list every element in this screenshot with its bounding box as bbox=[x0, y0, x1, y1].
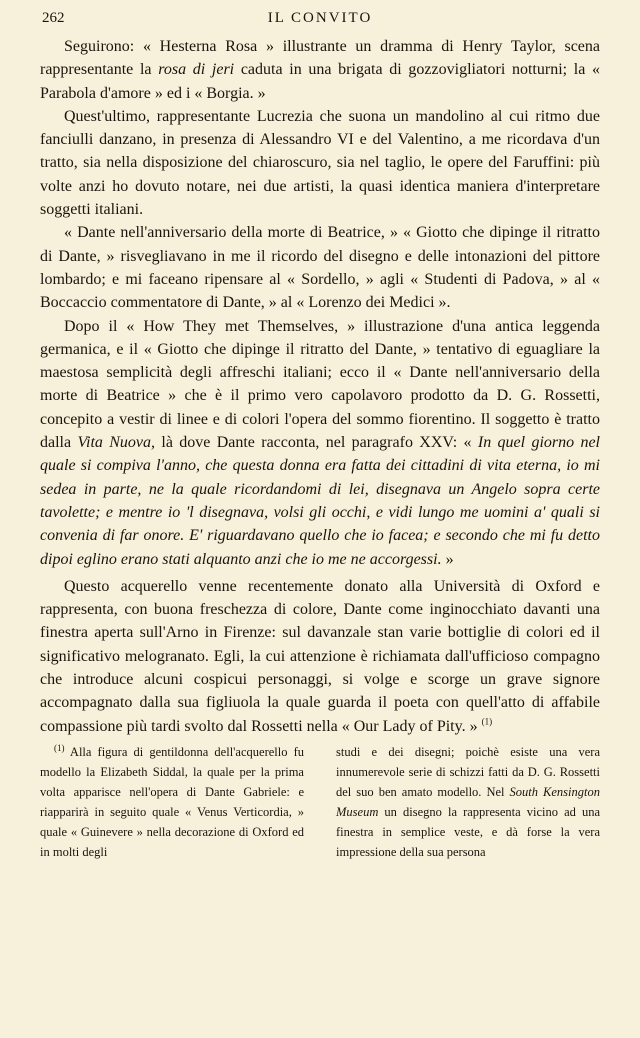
footnotes bbox=[40, 742, 600, 862]
running-title: IL CONVITO bbox=[267, 10, 373, 26]
paragraph-text: » bbox=[441, 550, 454, 568]
paragraph-1 bbox=[40, 35, 600, 105]
paragraph-text: Seguirono: « Hesterna Rosa » illustrante un dramma di Henry Taylor, scena rappresentante la bbox=[40, 38, 600, 79]
page-header bbox=[42, 8, 598, 30]
footnote-1-continued bbox=[336, 742, 600, 862]
paragraph-3: « Dante nell'anniversario della morte di Beatrice, » « Giotto che dipinge il ritratto di Dante, » risvegliavano in me il ricordo del disegno e delle intonazioni del pittore lombardo; e mi faceano ripensare al « Sordello, » agli « Studenti di Padova, » al « Boccaccio commentatore di Dante, » al « Lorenzo dei Medici ». bbox=[40, 224, 600, 312]
paragraph-text: Questo acquerello venne recentemente donato alla Università di Oxford e rappresenta, con buona freschezza di colore, Dante come inginocchiato davanti una finestra aperta sull'Arno in Firenze: sul davanzale stan varie bottiglie di colori ed il significativo melogranato. Egli, la cui attenzione è richiamata dall'ufficioso compagno che introduce alcuni cospicui personaggi, si volge e scorge un grave signore accompagnato dalla sua figliuola la quale guarda il poeta con quell'atto di affabile compassione più tardi svolto dal Rossetti nella « Our Lady of Pity. » bbox=[40, 577, 600, 735]
paragraph-text: là dove Dante racconta, nel paragrafo XXV: « bbox=[155, 434, 478, 452]
paragraph-4 bbox=[40, 315, 600, 571]
footnote-marker: (1) bbox=[54, 742, 65, 753]
footnote-text: Alla figura di gentildonna dell'acquerello fu modello la Elizabeth Siddal, la quale per la prima volta apparisce nell'opera di Dante Gabriele: e riapparirà in seguito quale « Venus Verticordia, » quale « Guinevere » nella decorazione di Oxford ed in molti degli bbox=[40, 745, 304, 859]
page-number: 262 bbox=[42, 10, 65, 26]
italic-text: rosa di jeri bbox=[158, 61, 235, 79]
main-text bbox=[40, 35, 600, 738]
paragraph-text: caduta in una brigata di gozzovigliatori notturni; la « Parabola d'amore » ed i « Borgia. » bbox=[40, 61, 601, 102]
footnote-1 bbox=[40, 742, 304, 862]
footnote-column-left bbox=[40, 742, 304, 862]
italic-text: South Kensington Museum bbox=[336, 785, 600, 819]
paragraph-2: Quest'ultimo, rappresentante Lucrezia che suona un mandolino al cui ritmo due fanciulli danzano, in presenza di Alessandro VI e del Valentino, a me ricordava d'un tratto, sia nella disposizione del chiaroscuro, sia nel taglio, le opere del Faruffini: più volte anzi ho dovuto notare, nei due artisti, la quasi identica maniera d'interpretare soggetti italiani. bbox=[40, 107, 600, 219]
footnote-text: studi e dei disegni; poichè esiste una vera innumerevole serie di schizzi fatti da D. G. Rossetti del suo ben amato modello. Nel bbox=[336, 745, 600, 799]
italic-quotation: In quel giorno nel quale si compiva l'anno, che questa donna era fatta dei cittadini di vita eterna, io mi sedea in parte, ne la quale ricordandomi di lei, disegnava un Angelo sopra certe tavolette; e mentre io 'l disegnava, volsi gli occhi, e vidi lungo me uomini a' quali si convenia di far onore. E' riguardavano quello che io facea; e secondo che mi fu detto dipoi eglino erano stati alquanto anzi che io me ne accorgessi. bbox=[40, 434, 601, 568]
paragraph-text: Dopo il « How They met Themselves, » illustrazione d'una antica leggenda germanica, e il « Giotto che dipinge il ritratto del Dante, » tentativo di eguagliare la maestosa semplicità degli affreschi italiani; ecco il « Dante nell'anniversario della morte di Beatrice » che è il primo vero capolavoro prodotto da D. G. Rossetti, concepito a vestir di linee e di colori l'opera del sommo fiorentino. Il soggetto è tratto dalla bbox=[40, 317, 600, 452]
footnote-reference: (1) bbox=[481, 716, 493, 727]
paragraph-5 bbox=[40, 575, 600, 738]
footnote-column-right bbox=[336, 742, 600, 862]
footnote-text: un disegno la rappresenta vicino ad una finestra in semplice veste, e dà forse la vera impressione della sua persona bbox=[336, 805, 600, 859]
italic-text: Vita Nuova, bbox=[77, 434, 156, 452]
